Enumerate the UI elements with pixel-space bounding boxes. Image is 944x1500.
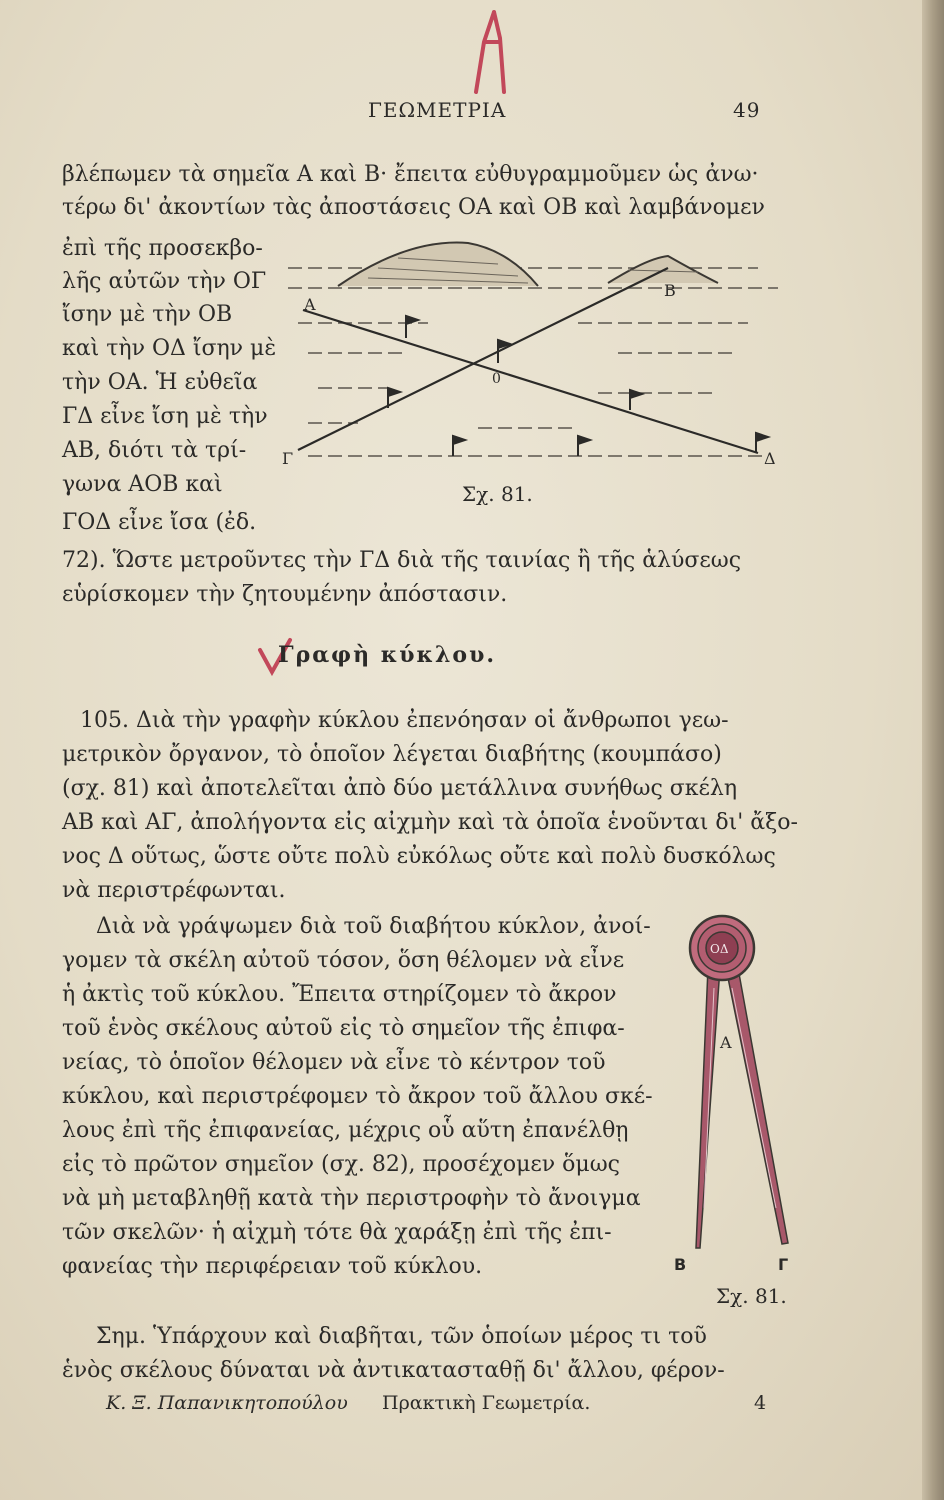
text-line: γωνα ΑΟΒ καὶ (62, 472, 223, 497)
pencil-mark-icon (470, 8, 510, 98)
compass-label-top: ΟΔ (710, 942, 729, 956)
compass-label-g: Γ (778, 1255, 789, 1274)
text-line: τὴν ΟΑ. Ἡ εὐθεῖα (62, 370, 258, 395)
running-head-title: ΓΕΩΜΕΤΡΙΑ (368, 98, 507, 122)
note-line: ἑνὸς σκέλους δύναται νὰ ἀντικατασταθῇ δι' ἄλλου, φέρον- (62, 1358, 725, 1383)
fig-label-a: Α (304, 295, 316, 314)
page-edge (922, 0, 944, 1500)
figure-caption: Σχ. 81. (462, 482, 533, 506)
footer-book-title: Πρακτικὴ Γεωμετρία. (382, 1392, 591, 1414)
note-line: Σημ. Ὑπάρχουν καὶ διαβῆται, τῶν ὁποίων μέρος τι τοῦ (96, 1324, 707, 1349)
fig-label-d: Δ (764, 449, 776, 468)
text-line: καὶ τὴν ΟΔ ἴσην μὲ (62, 336, 277, 361)
text-line: εἰς τὸ πρῶτον σημεῖον (σχ. 82), προσέχομεν ὅμως (62, 1152, 620, 1177)
text-line: εὑρίσκομεν τὴν ζητουμένην ἀπόστασιν. (62, 582, 508, 607)
text-line: νος Δ οὕτως, ὥστε οὔτε πολὺ εὐκόλως οὔτε καὶ πολὺ δυσκόλως (62, 844, 776, 869)
compass-figure (670, 908, 800, 1278)
text-line: νὰ μὴ μεταβληθῇ κατὰ τὴν περιστροφὴν τὸ ἄνοιγμα (62, 1186, 641, 1211)
text-line: τῶν σκελῶν· ἡ αἰχμὴ τότε θὰ χαράξῃ ἐπὶ τῆς ἐπι- (62, 1220, 612, 1245)
text-line: τέρω δι' ἀκοντίων τὰς ἀποστάσεις ΟΑ καὶ ΟΒ καὶ λαμβάνομεν (62, 195, 765, 220)
text-line: κύκλου, καὶ περιστρέφομεν τὸ ἄκρον τοῦ ἄλλου σκέ- (62, 1084, 653, 1109)
text-line: λῆς αὐτῶν τὴν ΟΓ (62, 269, 267, 294)
figure-caption: Σχ. 81. (716, 1284, 787, 1308)
text-line: ΓΔ εἶνε ἴση μὲ τὴν (62, 404, 268, 429)
text-line: Διὰ νὰ γράψωμεν διὰ τοῦ διαβήτου κύκλον, ἀνοί- (96, 914, 651, 939)
text-line: γομεν τὰ σκέλη αὐτοῦ τόσον, ὅση θέλομεν νὰ εἶνε (62, 948, 625, 973)
text-line: φανείας τὴν περιφέρειαν τοῦ κύκλου. (62, 1254, 483, 1279)
text-line: τοῦ ἑνὸς σκέλους αὐτοῦ εἰς τὸ σημεῖον τῆς ἐπιφα- (62, 1016, 625, 1041)
compass-label-a: Α (720, 1033, 732, 1052)
text-line: ἡ ἀκτὶς τοῦ κύκλου. Ἔπειτα στηρίζομεν τὸ ἄκρον (62, 982, 617, 1007)
footer-author: Κ. Ξ. Παπανικητοπούλου (106, 1392, 348, 1414)
fig-label-o: 0 (492, 371, 501, 387)
fig-label-g: Γ (282, 449, 294, 468)
section-heading: Γραφὴ κύκλου. (278, 642, 497, 668)
fig-label-b: Β (664, 281, 676, 300)
surveying-figure (278, 228, 798, 478)
text-line: βλέπωμεν τὰ σημεῖα Α καὶ Β· ἔπειτα εὐθυγραμμοῦμεν ὡς ἀνω· (62, 162, 759, 187)
text-line: νὰ περιστρέφωνται. (62, 878, 286, 903)
text-line: (σχ. 81) καὶ ἀποτελεῖται ἀπὸ δύο μετάλλινα συνήθως σκέλη (62, 776, 738, 801)
text-line: ΑΒ καὶ ΑΓ, ἀπολήγοντα εἰς αἰχμὴν καὶ τὰ ὁποῖα ἑνοῦνται δι' ἄξο- (62, 810, 798, 835)
text-line: λους ἐπὶ τῆς ἐπιφανείας, μέχρις οὗ αὕτη ἐπανέλθῃ (62, 1118, 629, 1143)
text-line: νείας, τὸ ὁποῖον θέλομεν νὰ εἶνε τὸ κέντρον τοῦ (62, 1050, 606, 1075)
text-line: ἐπὶ τῆς προσεκβο- (62, 236, 263, 261)
text-line: μετρικὸν ὄργανον, τὸ ὁποῖον λέγεται διαβήτης (κουμπάσο) (62, 742, 722, 767)
text-line: ΑΒ, διότι τὰ τρί- (62, 438, 247, 463)
text-line: 72). Ὥστε μετροῦντες τὴν ΓΔ διὰ τῆς ταινίας ἢ τῆς ἁλύσεως (62, 548, 742, 573)
compass-label-b: Β (674, 1255, 687, 1274)
text-line: 105. Διὰ τὴν γραφὴν κύκλου ἐπενόησαν οἱ ἄνθρωποι γεω- (80, 708, 729, 733)
footer-signature: 4 (754, 1392, 767, 1414)
page-number: 49 (733, 98, 761, 122)
text-line: ΓΟΔ εἶνε ἴσα (ἐδ. (62, 510, 257, 535)
text-line: ἴσην μὲ τὴν ΟΒ (62, 302, 233, 327)
